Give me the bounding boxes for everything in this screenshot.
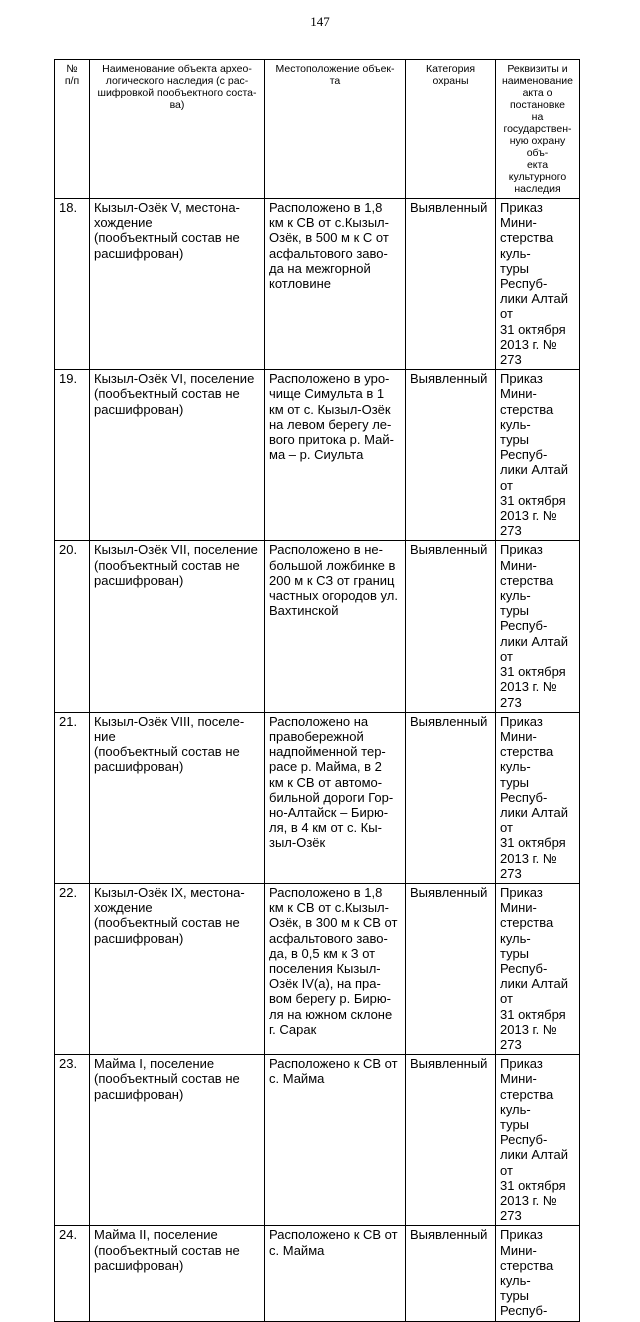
object-name: Кызыл-Озёк VIII, поселе- ние (пообъектный состав не расшифрован) bbox=[90, 712, 265, 883]
header-num: № п/п bbox=[55, 60, 90, 199]
row-number: 19. bbox=[55, 370, 90, 541]
object-name: Майма I, поселение (пообъектный состав не расшифрован) bbox=[90, 1055, 265, 1226]
row-number: 18. bbox=[55, 199, 90, 370]
protection-category: Выявленный bbox=[406, 1055, 496, 1226]
row-number: 20. bbox=[55, 541, 90, 712]
object-location: Расположено к СВ от с. Майма bbox=[265, 1226, 406, 1321]
row-number: 24. bbox=[55, 1226, 90, 1321]
object-name: Кызыл-Озёк V, местона- хождение (пообъектный состав не расшифрован) bbox=[90, 199, 265, 370]
protection-category: Выявленный bbox=[406, 370, 496, 541]
object-location: Расположено в уро- чище Симульта в 1 км от с. Кызыл-Озёк на левом берегу ле- вого притока р. Май- ма – р. Сиульта bbox=[265, 370, 406, 541]
table-body bbox=[55, 199, 580, 1322]
table-header bbox=[55, 60, 580, 199]
protection-act: Приказ Мини- стерства куль- туры Респуб- bbox=[496, 1226, 580, 1321]
table-row bbox=[55, 712, 580, 883]
object-name: Кызыл-Озёк VI, поселение (пообъектный состав не расшифрован) bbox=[90, 370, 265, 541]
protection-act: Приказ Мини- стерства куль- туры Респуб- лики Алтай от 31 октября 2013 г. № 273 bbox=[496, 1055, 580, 1226]
header-row bbox=[55, 60, 580, 199]
protection-act: Приказ Мини- стерства куль- туры Респуб- лики Алтай от 31 октября 2013 г. № 273 bbox=[496, 370, 580, 541]
table-row bbox=[55, 883, 580, 1054]
header-name: Наименование объекта архео- логического наследия (с рас- шифровкой пообъектного соста- ва) bbox=[90, 60, 265, 199]
row-number: 23. bbox=[55, 1055, 90, 1226]
protection-category: Выявленный bbox=[406, 1226, 496, 1321]
header-category: Категория охраны bbox=[406, 60, 496, 199]
protection-category: Выявленный bbox=[406, 712, 496, 883]
heritage-registry-table bbox=[54, 59, 580, 1322]
protection-act: Приказ Мини- стерства куль- туры Респуб- лики Алтай от 31 октября 2013 г. № 273 bbox=[496, 712, 580, 883]
row-number: 21. bbox=[55, 712, 90, 883]
object-name: Майма II, поселение (пообъектный состав не расшифрован) bbox=[90, 1226, 265, 1321]
protection-category: Выявленный bbox=[406, 541, 496, 712]
protection-category: Выявленный bbox=[406, 199, 496, 370]
table-row bbox=[55, 1055, 580, 1226]
object-name: Кызыл-Озёк IX, местона- хождение (пообъектный состав не расшифрован) bbox=[90, 883, 265, 1054]
row-number: 22. bbox=[55, 883, 90, 1054]
protection-act: Приказ Мини- стерства куль- туры Респуб- лики Алтай от 31 октября 2013 г. № 273 bbox=[496, 883, 580, 1054]
object-location: Расположено в 1,8 км к СВ от с.Кызыл- Озёк, в 300 м к СВ от асфальтового заво- да, в 0,5 км к З от поселения Кызыл- Озёк IV(а), на пра- вом берегу р. Бирю- ля на южном склоне г. Сарак bbox=[265, 883, 406, 1054]
object-location: Расположено на правобережной надпойменной тер- расе р. Майма, в 2 км к СВ от автомо- бильной дороги Гор- но-Алтайск – Бирю- ля, в 4 км от с. Кы- зыл-Озёк bbox=[265, 712, 406, 883]
table-row bbox=[55, 1226, 580, 1321]
header-location: Местоположение объек- та bbox=[265, 60, 406, 199]
object-name: Кызыл-Озёк VII, поселение (пообъектный состав не расшифрован) bbox=[90, 541, 265, 712]
table-row bbox=[55, 199, 580, 370]
protection-act: Приказ Мини- стерства куль- туры Респуб- лики Алтай от 31 октября 2013 г. № 273 bbox=[496, 541, 580, 712]
protection-category: Выявленный bbox=[406, 883, 496, 1054]
page-number: 147 bbox=[310, 14, 330, 29]
table-row bbox=[55, 370, 580, 541]
protection-act: Приказ Мини- стерства куль- туры Респуб- лики Алтай от 31 октября 2013 г. № 273 bbox=[496, 199, 580, 370]
object-location: Расположено в не- большой ложбинке в 200 м к СЗ от границ частных огородов ул. Вахтинской bbox=[265, 541, 406, 712]
header-requisites: Реквизиты и наименование акта о постановке на государствен- ную охрану объ- екта культурного наследия bbox=[496, 60, 580, 199]
object-location: Расположено в 1,8 км к СВ от с.Кызыл- Озёк, в 500 м к С от асфальтового заво- да на межгорной котловине bbox=[265, 199, 406, 370]
table-row bbox=[55, 541, 580, 712]
object-location: Расположено к СВ от с. Майма bbox=[265, 1055, 406, 1226]
